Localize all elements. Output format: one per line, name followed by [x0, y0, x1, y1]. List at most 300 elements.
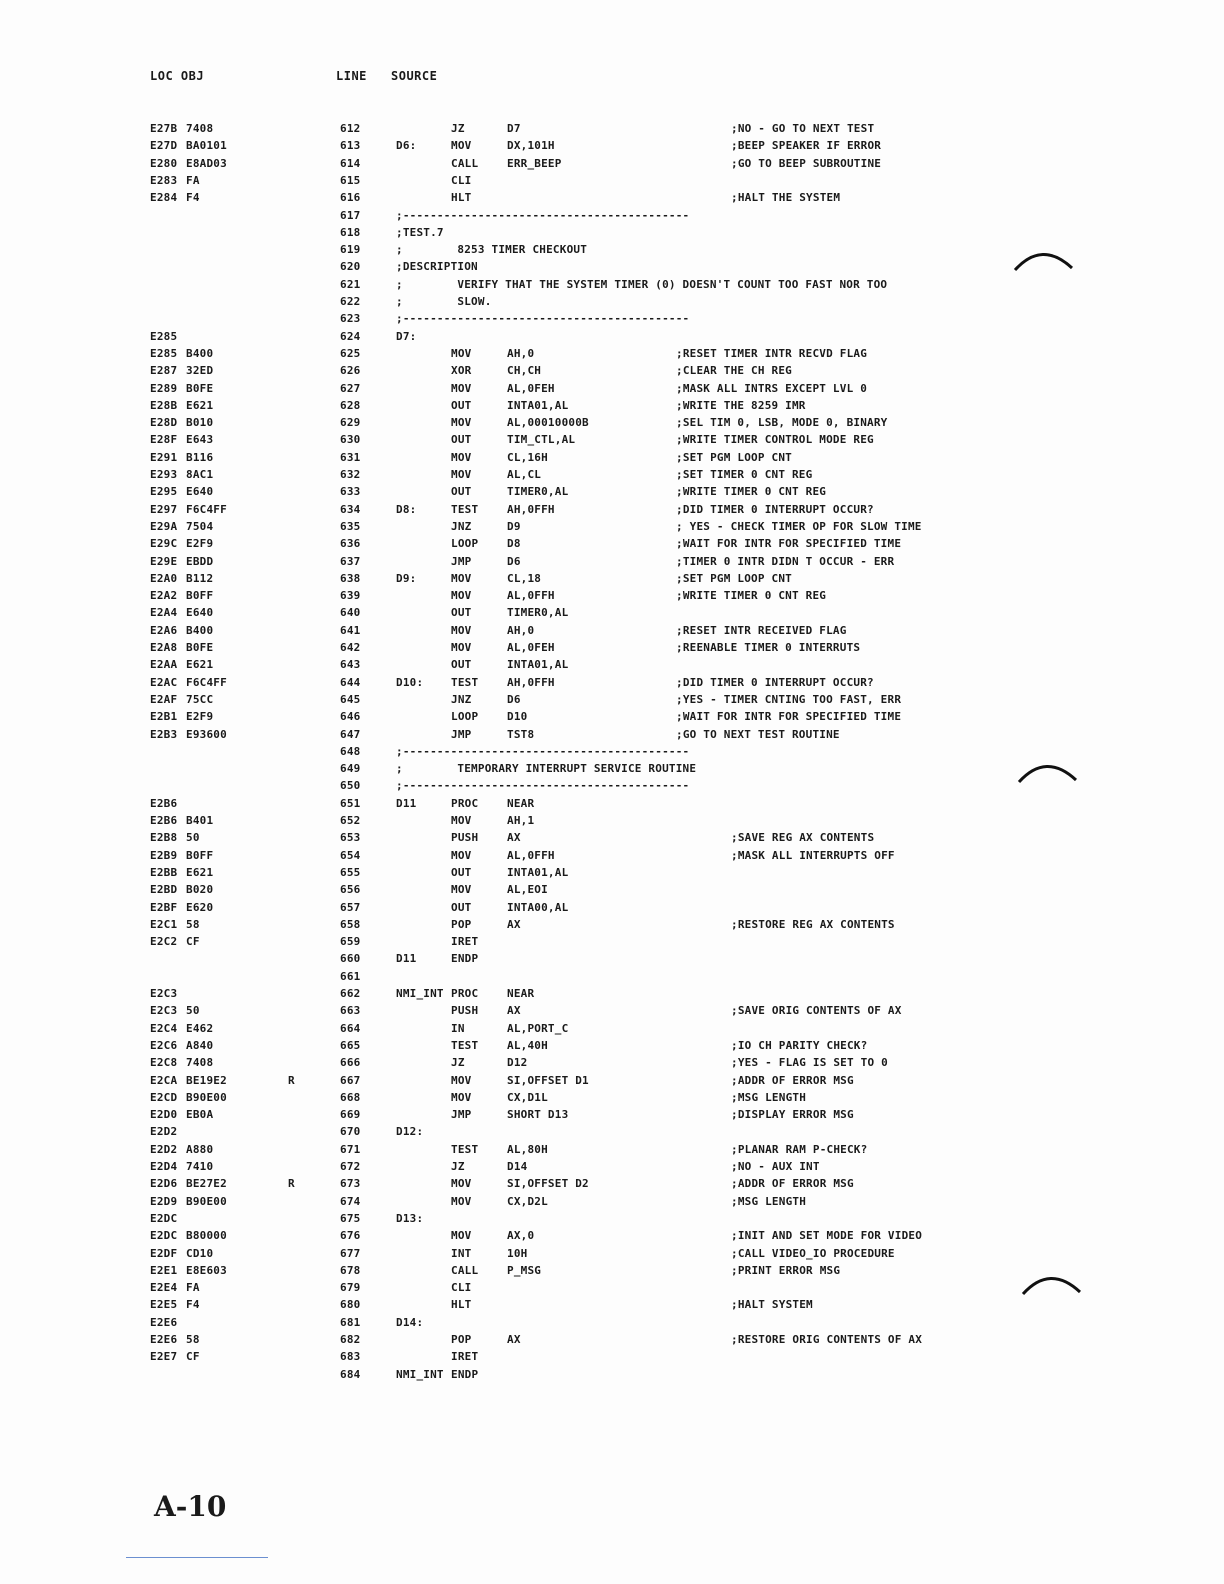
listing-line: [0, 1229, 1224, 1246]
source-mnemonic: HLT: [451, 191, 472, 205]
listing-line: [0, 347, 1224, 364]
source-comment: ;PLANAR RAM P-CHECK?: [731, 1142, 868, 1156]
object-code: E621: [186, 658, 214, 672]
header-loc-obj: LOC OBJ: [150, 69, 205, 83]
object-code: 7504: [186, 519, 214, 533]
line-number: 613: [340, 139, 361, 153]
source-mnemonic: MOV: [451, 1177, 472, 1191]
object-code: B0FE: [186, 381, 214, 395]
line-number: 647: [340, 727, 361, 741]
listing-line: [0, 1368, 1224, 1385]
object-code: F6C4FF: [186, 502, 227, 516]
line-number: 617: [340, 208, 361, 222]
source-operand: TST8: [507, 727, 535, 741]
source-label: D13:: [396, 1211, 424, 1225]
listing-line: [0, 1195, 1224, 1212]
source-comment: ;WRITE TIMER CONTROL MODE REG: [676, 433, 874, 447]
line-number: 641: [340, 623, 361, 637]
source-comment: ;WAIT FOR INTR FOR SPECIFIED TIME: [676, 537, 902, 551]
source-mnemonic: JMP: [451, 1108, 472, 1122]
source-comment: ;CLEAR THE CH REG: [676, 364, 792, 378]
line-number: 649: [340, 762, 361, 776]
loc-address: E2C6: [150, 1038, 178, 1052]
listing-line: [0, 1004, 1224, 1021]
source-label: D11: [396, 952, 417, 966]
source-mnemonic: INT: [451, 1246, 472, 1260]
source-operand: D12: [507, 1056, 528, 1070]
object-code: FA: [186, 173, 200, 187]
listing-line: [0, 555, 1224, 572]
source-mnemonic: TEST: [451, 675, 479, 689]
source-comment: ;WRITE TIMER 0 CNT REG: [676, 485, 827, 499]
source-operand: AH,0: [507, 346, 535, 360]
listing-line: [0, 589, 1224, 606]
source-operand: INTA01,AL: [507, 398, 569, 412]
source-operand: CL,16H: [507, 450, 548, 464]
object-code: E2F9: [186, 710, 214, 724]
loc-address: E289: [150, 381, 178, 395]
source-comment: ;SAVE ORIG CONTENTS OF AX: [731, 1004, 902, 1018]
line-number: 683: [340, 1350, 361, 1364]
line-number: 638: [340, 571, 361, 585]
source-comment-line: ; TEMPORARY INTERRUPT SERVICE ROUTINE: [396, 762, 697, 776]
object-code: B90E00: [186, 1194, 227, 1208]
listing-line: [0, 901, 1224, 918]
source-comment: ;DISPLAY ERROR MSG: [731, 1108, 854, 1122]
line-number: 674: [340, 1194, 361, 1208]
line-number: 644: [340, 675, 361, 689]
source-comment-line: ; SLOW.: [396, 295, 492, 308]
line-number: 652: [340, 814, 361, 827]
object-code: 7408: [186, 1056, 214, 1070]
object-code: 58: [186, 1333, 200, 1346]
source-operand: D10: [507, 710, 528, 724]
line-number: 668: [340, 1090, 361, 1104]
loc-address: E2E6: [150, 1333, 178, 1346]
source-comment: ;SEL TIM 0, LSB, MODE 0, BINARY: [676, 416, 888, 430]
source-comment-line: ;------------------------------------------: [396, 312, 690, 326]
loc-address: E2A6: [150, 623, 178, 637]
binder-hole-mark-top: [1012, 240, 1082, 280]
line-number: 681: [340, 1315, 361, 1329]
object-code: B116: [186, 450, 214, 464]
line-number: 631: [340, 450, 361, 464]
listing-line: [0, 606, 1224, 623]
listing-line: [0, 987, 1224, 1004]
source-operand: AX: [507, 1004, 521, 1018]
source-operand: AH,0FFH: [507, 502, 555, 516]
source-operand: AL,0FEH: [507, 641, 555, 654]
source-operand: AL,PORT_C: [507, 1021, 569, 1035]
loc-address: E2BB: [150, 865, 178, 879]
loc-address: E2A2: [150, 589, 178, 603]
listing-line: [0, 209, 1224, 226]
source-mnemonic: JMP: [451, 727, 472, 741]
loc-address: E2B6: [150, 796, 178, 810]
line-number: 659: [340, 935, 361, 949]
source-operand: AX: [507, 1333, 521, 1346]
source-comment: ;SAVE REG AX CONTENTS: [731, 831, 875, 845]
source-mnemonic: CLI: [451, 1281, 472, 1295]
listing-line: [0, 970, 1224, 987]
source-label: D14:: [396, 1315, 424, 1329]
source-label: D10:: [396, 675, 424, 689]
object-code: 7410: [186, 1160, 214, 1173]
line-number: 623: [340, 312, 361, 326]
line-number: 672: [340, 1160, 361, 1173]
source-mnemonic: TEST: [451, 502, 479, 516]
source-mnemonic: JNZ: [451, 692, 472, 706]
loc-address: E2DC: [150, 1229, 178, 1243]
source-comment: ;MASK ALL INTERRUPTS OFF: [731, 848, 895, 862]
loc-address: E2D0: [150, 1108, 178, 1122]
source-mnemonic: MOV: [451, 848, 472, 862]
source-label: D12:: [396, 1125, 424, 1139]
object-code: E640: [186, 606, 214, 620]
loc-address: E2A4: [150, 606, 178, 620]
object-code: E8AD03: [186, 156, 227, 170]
line-number: 671: [340, 1142, 361, 1156]
source-comment: ;GO TO BEEP SUBROUTINE: [731, 156, 882, 170]
loc-address: E2C4: [150, 1021, 178, 1035]
line-number: 682: [340, 1333, 361, 1346]
listing-line: [0, 1022, 1224, 1039]
listing-line: [0, 174, 1224, 191]
header-line: LINE: [336, 69, 367, 83]
line-number: 637: [340, 554, 361, 568]
line-number: 627: [340, 381, 361, 395]
object-code: EBDD: [186, 554, 214, 568]
source-mnemonic: CLI: [451, 173, 472, 187]
source-comment: ;RESET TIMER INTR RECVD FLAG: [676, 346, 868, 360]
source-comment: ;WRITE TIMER 0 CNT REG: [676, 589, 827, 603]
loc-address: E2AF: [150, 692, 178, 706]
listing-line: [0, 1333, 1224, 1350]
loc-address: E295: [150, 485, 178, 499]
object-code: E621: [186, 865, 214, 879]
loc-address: E2DF: [150, 1246, 178, 1260]
listing-line: [0, 918, 1224, 935]
source-operand: AH,0FFH: [507, 675, 555, 689]
line-number: 625: [340, 346, 361, 360]
source-operand: SI,OFFSET D1: [507, 1073, 589, 1087]
source-mnemonic: JMP: [451, 554, 472, 568]
source-comment-line: ; 8253 TIMER CHECKOUT: [396, 243, 588, 257]
listing-line: [0, 883, 1224, 900]
source-mnemonic: LOOP: [451, 537, 479, 551]
source-mnemonic: JZ: [451, 1160, 465, 1173]
listing-line: [0, 693, 1224, 710]
line-number: 663: [340, 1004, 361, 1018]
source-comment-line: ;------------------------------------------: [396, 744, 690, 758]
listing-line: [0, 364, 1224, 381]
source-comment: ;HALT THE SYSTEM: [731, 191, 841, 205]
line-number: 629: [340, 416, 361, 430]
line-number: 680: [340, 1298, 361, 1312]
object-code: E620: [186, 900, 214, 914]
source-mnemonic: MOV: [451, 450, 472, 464]
listing-line: [0, 191, 1224, 208]
source-comment: ;SET TIMER 0 CNT REG: [676, 468, 813, 481]
object-code: 32ED: [186, 364, 214, 378]
source-operand: INTA00,AL: [507, 900, 569, 914]
object-code: E462: [186, 1021, 214, 1035]
listing-line: [0, 295, 1224, 312]
line-number: 648: [340, 744, 361, 758]
source-mnemonic: MOV: [451, 1229, 472, 1243]
source-label: D6:: [396, 139, 417, 153]
object-code: E93600: [186, 727, 227, 741]
source-operand: D6: [507, 692, 521, 706]
source-operand: D6: [507, 554, 521, 568]
source-comment: ;BEEP SPEAKER IF ERROR: [731, 139, 882, 153]
object-code: B010: [186, 416, 214, 430]
source-operand: AH,0: [507, 623, 535, 637]
loc-address: E2D2: [150, 1125, 178, 1139]
line-number: 626: [340, 364, 361, 378]
listing-line: [0, 278, 1224, 295]
listing-line: [0, 468, 1224, 485]
line-number: 633: [340, 485, 361, 499]
source-operand: CL,18: [507, 571, 542, 585]
source-mnemonic: MOV: [451, 1194, 472, 1208]
loc-address: E2E6: [150, 1315, 178, 1329]
source-mnemonic: LOOP: [451, 710, 479, 724]
source-mnemonic: MOV: [451, 883, 472, 897]
line-number: 619: [340, 243, 361, 257]
loc-address: E285: [150, 346, 178, 360]
line-number: 630: [340, 433, 361, 447]
line-number: 624: [340, 329, 361, 343]
source-comment: ;RESET INTR RECEIVED FLAG: [676, 623, 847, 637]
source-operand: D8: [507, 537, 521, 551]
source-operand: CH,CH: [507, 364, 542, 378]
source-mnemonic: CALL: [451, 1263, 479, 1277]
line-number: 628: [340, 398, 361, 412]
source-mnemonic: XOR: [451, 364, 472, 378]
listing-line: [0, 399, 1224, 416]
source-operand: CX,D2L: [507, 1194, 548, 1208]
source-comment: ;TIMER 0 INTR DIDN T OCCUR - ERR: [676, 554, 895, 568]
source-label: D7:: [396, 329, 417, 343]
object-code: E2F9: [186, 537, 214, 551]
line-number: 653: [340, 831, 361, 845]
source-mnemonic: IRET: [451, 1350, 479, 1364]
line-number: 667: [340, 1073, 361, 1087]
listing-line: [0, 1143, 1224, 1160]
object-code: B020: [186, 883, 214, 897]
source-mnemonic: TEST: [451, 1142, 479, 1156]
listing-line: [0, 710, 1224, 727]
listing-line: [0, 122, 1224, 139]
line-number: 661: [340, 969, 361, 983]
source-mnemonic: MOV: [451, 571, 472, 585]
relocation-flag: R: [288, 1073, 295, 1087]
listing-line: [0, 676, 1224, 693]
object-code: 75CC: [186, 692, 214, 706]
source-operand: AL,CL: [507, 468, 542, 481]
source-comment: ;DID TIMER 0 INTERRUPT OCCUR?: [676, 675, 874, 689]
binder-hole-mark-bottom: [1020, 1264, 1090, 1304]
source-label: NMI_INT: [396, 987, 444, 1000]
loc-address: E2E5: [150, 1298, 178, 1312]
line-number: 658: [340, 917, 361, 931]
object-code: E8E603: [186, 1263, 227, 1277]
source-operand: AL,0FEH: [507, 381, 555, 395]
line-number: 673: [340, 1177, 361, 1191]
source-mnemonic: TEST: [451, 1038, 479, 1052]
listing-line: [0, 1108, 1224, 1125]
source-comment: ;SET PGM LOOP CNT: [676, 450, 792, 464]
listing-line: [0, 312, 1224, 329]
source-comment: ;RESTORE REG AX CONTENTS: [731, 917, 895, 931]
loc-address: E2AA: [150, 658, 178, 672]
loc-address: E28B: [150, 398, 178, 412]
source-comment: ;RESTORE ORIG CONTENTS OF AX: [731, 1333, 923, 1346]
line-number: 679: [340, 1281, 361, 1295]
source-mnemonic: IRET: [451, 935, 479, 949]
object-code: CD10: [186, 1246, 214, 1260]
source-comment: ;HALT SYSTEM: [731, 1298, 813, 1312]
loc-address: E2AC: [150, 675, 178, 689]
line-number: 684: [340, 1367, 361, 1381]
source-mnemonic: MOV: [451, 1073, 472, 1087]
listing-line: [0, 1316, 1224, 1333]
source-mnemonic: ENDP: [451, 1367, 479, 1381]
loc-address: E280: [150, 156, 178, 170]
listing-line: [0, 658, 1224, 675]
source-comment-line: ; VERIFY THAT THE SYSTEM TIMER (0) DOESN'T COUNT TOO FAST NOR TOO: [396, 277, 888, 291]
source-mnemonic: JZ: [451, 122, 465, 135]
source-mnemonic: CALL: [451, 156, 479, 170]
listing-line: [0, 797, 1224, 814]
source-comment: ;YES - TIMER CNTING TOO FAST, ERR: [676, 692, 902, 706]
source-comment: ;INIT AND SET MODE FOR VIDEO: [731, 1229, 923, 1243]
source-operand: ERR_BEEP: [507, 156, 562, 170]
source-mnemonic: PROC: [451, 987, 479, 1000]
source-comment: ;NO - GO TO NEXT TEST: [731, 122, 875, 135]
page-number: A-10: [154, 1490, 227, 1523]
loc-address: E2C8: [150, 1056, 178, 1070]
object-code: B400: [186, 346, 214, 360]
source-mnemonic: POP: [451, 1333, 472, 1346]
source-mnemonic: MOV: [451, 589, 472, 603]
loc-address: E285: [150, 329, 178, 343]
listing-line: [0, 1074, 1224, 1091]
object-code: B401: [186, 814, 214, 827]
source-mnemonic: ENDP: [451, 952, 479, 966]
listing-line: [0, 1177, 1224, 1194]
object-code: E643: [186, 433, 214, 447]
line-number: 621: [340, 277, 361, 291]
source-operand: AL,EOI: [507, 883, 548, 897]
source-mnemonic: PROC: [451, 796, 479, 810]
object-code: B0FF: [186, 848, 214, 862]
source-comment: ;MASK ALL INTRS EXCEPT LVL 0: [676, 381, 868, 395]
source-mnemonic: POP: [451, 917, 472, 931]
listing-line: [0, 1350, 1224, 1367]
line-number: 640: [340, 606, 361, 620]
source-label: D8:: [396, 502, 417, 516]
source-operand: AH,1: [507, 814, 535, 827]
source-operand: AL,40H: [507, 1038, 548, 1052]
line-number: 651: [340, 796, 361, 810]
object-code: 58: [186, 917, 200, 931]
source-mnemonic: OUT: [451, 398, 472, 412]
source-mnemonic: MOV: [451, 346, 472, 360]
loc-address: E2E4: [150, 1281, 178, 1295]
loc-address: E2C3: [150, 1004, 178, 1018]
source-operand: AX,0: [507, 1229, 535, 1243]
loc-address: E2CA: [150, 1073, 178, 1087]
listing-line: [0, 416, 1224, 433]
loc-address: E28D: [150, 416, 178, 430]
listing-line: [0, 139, 1224, 156]
source-comment: ;MSG LENGTH: [731, 1194, 807, 1208]
listing-line: [0, 1247, 1224, 1264]
line-number: 618: [340, 225, 361, 239]
source-comment: ;WRITE THE 8259 IMR: [676, 398, 806, 412]
source-operand: SI,OFFSET D2: [507, 1177, 589, 1191]
listing-line: [0, 1160, 1224, 1177]
loc-address: E2B3: [150, 727, 178, 741]
loc-address: E29A: [150, 519, 178, 533]
object-code: E640: [186, 485, 214, 499]
object-code: B0FF: [186, 589, 214, 603]
line-number: 639: [340, 589, 361, 603]
source-operand: DX,101H: [507, 139, 555, 153]
object-code: B80000: [186, 1229, 227, 1243]
source-comment: ;IO CH PARITY CHECK?: [731, 1038, 868, 1052]
line-number: 676: [340, 1229, 361, 1243]
source-comment-line: ;------------------------------------------: [396, 779, 690, 793]
object-code: F6C4FF: [186, 675, 227, 689]
listing-line: [0, 451, 1224, 468]
loc-address: E2D6: [150, 1177, 178, 1191]
loc-address: E2A8: [150, 641, 178, 654]
line-number: 660: [340, 952, 361, 966]
source-operand: D14: [507, 1160, 528, 1173]
source-comment: ; YES - CHECK TIMER OP FOR SLOW TIME: [676, 519, 922, 533]
source-comment: ;WAIT FOR INTR FOR SPECIFIED TIME: [676, 710, 902, 724]
source-mnemonic: HLT: [451, 1298, 472, 1312]
object-code: B0FE: [186, 641, 214, 654]
source-mnemonic: OUT: [451, 606, 472, 620]
listing-line: [0, 485, 1224, 502]
line-number: 642: [340, 641, 361, 654]
object-code: A840: [186, 1038, 214, 1052]
object-code: E621: [186, 398, 214, 412]
listing-line: [0, 728, 1224, 745]
object-code: BA0101: [186, 139, 227, 153]
listing-line: [0, 849, 1224, 866]
loc-address: E29C: [150, 537, 178, 551]
source-operand: AX: [507, 831, 521, 845]
source-operand: INTA01,AL: [507, 865, 569, 879]
source-mnemonic: PUSH: [451, 1004, 479, 1018]
line-number: 620: [340, 260, 361, 274]
source-operand: AL,80H: [507, 1142, 548, 1156]
source-comment-line: ;TEST.7: [396, 225, 444, 239]
listing-line: [0, 935, 1224, 952]
object-code: F4: [186, 191, 200, 205]
source-label: D9:: [396, 571, 417, 585]
loc-address: E2B9: [150, 848, 178, 862]
loc-address: E2CD: [150, 1090, 178, 1104]
source-operand: AX: [507, 917, 521, 931]
loc-address: E2E7: [150, 1350, 178, 1364]
source-operand: NEAR: [507, 796, 535, 810]
